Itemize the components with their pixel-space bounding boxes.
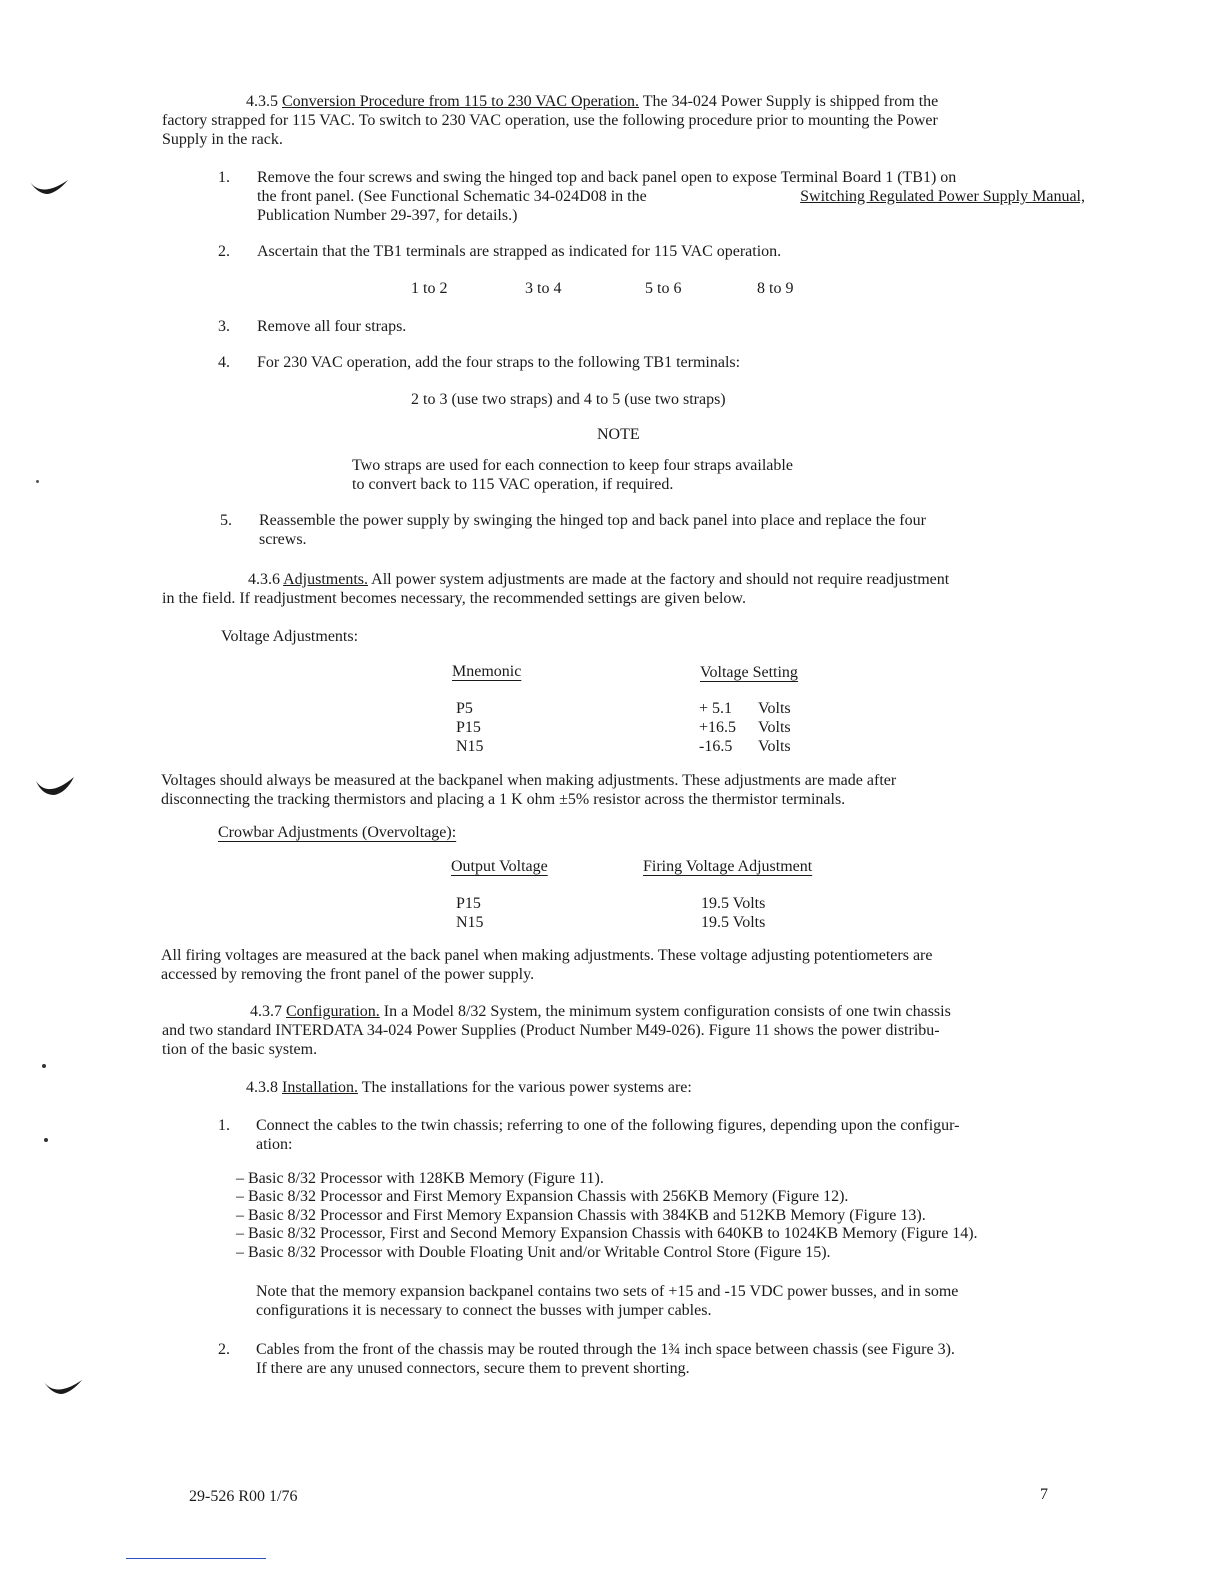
section-4-3-5-title: Conversion Procedure from 115 to 230 VAC Operation.	[282, 93, 639, 110]
voltage-measurement-line2: disconnecting the tracking thermistors and placing a 1 K ohm ±5% resistor across the thermistor terminals.	[161, 791, 846, 808]
step-5-number: 5.	[220, 512, 232, 529]
config-item: – Basic 8/32 Processor and First Memory Expansion Chassis with 384KB and 512KB Memory (Figure 13).	[236, 1207, 926, 1224]
section-4-3-5-line2: factory strapped for 115 VAC. To switch to 230 VAC operation, use the following procedure prior to mounting the Power	[162, 112, 938, 129]
section-4-3-8	[246, 1078, 692, 1097]
scan-speck	[36, 480, 39, 483]
step-1-line2	[257, 187, 1085, 206]
install-step-2-number: 2.	[218, 1341, 230, 1358]
section-4-3-5-number: 4.3.5	[246, 93, 278, 110]
binder-hole-mark	[28, 176, 70, 202]
strap-230: 2 to 3 (use two straps) and 4 to 5 (use two straps)	[411, 391, 726, 408]
config-item: – Basic 8/32 Processor with 128KB Memory (Figure 11).	[236, 1170, 604, 1187]
crowbar-row-output: N15	[456, 914, 484, 931]
step-1-number: 1.	[218, 169, 230, 186]
step-2-text: Ascertain that the TB1 terminals are strapped as indicated for 115 VAC operation.	[257, 243, 782, 260]
step-3-number: 3.	[218, 318, 230, 335]
voltage-adjustments-label: Voltage Adjustments:	[221, 628, 359, 645]
section-4-3-6-line2: in the field. If readjustment becomes necessary, the recommended settings are given below.	[162, 590, 746, 607]
manual-reference: Switching Regulated Power Supply Manual,	[800, 188, 1085, 205]
firing-voltage-note	[161, 946, 1084, 984]
voltage-row-value: + 5.1	[699, 700, 733, 717]
section-4-3-5-text: The 34-024 Power Supply is shipped from the	[642, 93, 939, 110]
note-line1: Two straps are used for each connection to keep four straps available	[352, 457, 793, 474]
section-4-3-6-title: Adjustments.	[283, 571, 369, 588]
firing-voltage-line1: All firing voltages are measured at the back panel when making adjustments. These voltage adjusting potentiometers are	[161, 947, 933, 964]
voltage-row-mnemonic: P15	[456, 719, 481, 736]
bus-note-line1: Note that the memory expansion backpanel contains two sets of +15 and -15 VDC power busses, and in some	[256, 1283, 959, 1300]
binder-hole-mark	[42, 1376, 84, 1402]
voltage-row-value: +16.5	[699, 719, 737, 736]
step-1-line1: Remove the four screws and swing the hinged top and back panel open to expose Terminal Board 1 (TB1) on	[257, 169, 957, 186]
install-step-1-number: 1.	[218, 1117, 230, 1134]
note-title: NOTE	[597, 426, 640, 443]
section-4-3-7-title: Configuration.	[286, 1003, 380, 1020]
crowbar-col-firing: Firing Voltage Adjustment	[643, 858, 813, 875]
strap-115-3: 5 to 6	[645, 280, 682, 297]
step-5-line2: screws.	[259, 531, 307, 548]
voltage-measurement-line1: Voltages should always be measured at the backpanel when making adjustments. These adjustments are made after	[161, 772, 897, 789]
crowbar-row-output: P15	[456, 895, 481, 912]
note-line2: to convert back to 115 VAC operation, if required.	[352, 476, 674, 493]
section-4-3-6-number: 4.3.6	[248, 571, 280, 588]
step-1-line3: Publication Number 29-397, for details.)	[257, 207, 518, 224]
scan-speck	[44, 1138, 48, 1142]
section-4-3-5-line1	[162, 92, 1084, 111]
step-1-line2a: the front panel. (See Functional Schematic 34-024D08 in the	[257, 188, 647, 205]
step-2-number: 2.	[218, 243, 230, 260]
footer-rule	[126, 1558, 266, 1559]
voltage-row-mnemonic: P5	[456, 700, 473, 717]
install-step-2-text	[256, 1340, 1084, 1378]
crowbar-row-firing: 19.5 Volts	[701, 895, 766, 912]
voltage-row-unit: Volts	[758, 700, 791, 717]
binder-hole-mark	[34, 773, 76, 803]
bus-note-line2: configurations it is necessary to connect the busses with jumper cables.	[256, 1302, 712, 1319]
step-1-text	[257, 168, 1085, 225]
strap-115-2: 3 to 4	[525, 280, 562, 297]
section-4-3-8-text: The installations for the various power systems are:	[361, 1079, 692, 1096]
config-item: – Basic 8/32 Processor, First and Second Memory Expansion Chassis with 640KB to 1024KB Memory (Figure 14).	[236, 1225, 978, 1242]
config-item: – Basic 8/32 Processor with Double Floating Unit and/or Writable Control Store (Figure 15).	[236, 1244, 831, 1261]
section-4-3-8-number: 4.3.8	[246, 1079, 278, 1096]
scan-speck	[42, 1064, 46, 1068]
install-step-1-line1: Connect the cables to the twin chassis; referring to one of the following figures, depending upon the configur-	[256, 1117, 960, 1134]
crowbar-row-firing: 19.5 Volts	[701, 914, 766, 931]
config-item: – Basic 8/32 Processor and First Memory Expansion Chassis with 256KB Memory (Figure 12).	[236, 1188, 849, 1205]
section-4-3-7-line2: and two standard INTERDATA 34-024 Power Supplies (Product Number M49-026). Figure 11 shows the power distribu-	[162, 1022, 940, 1039]
install-step-2-line2: If there are any unused connectors, secure them to prevent shorting.	[256, 1360, 690, 1377]
voltage-row-value: -16.5	[699, 738, 733, 755]
voltage-row-unit: Volts	[758, 738, 791, 755]
section-4-3-8-title: Installation.	[282, 1079, 358, 1096]
section-4-3-6-text: All power system adjustments are made at the factory and should not require readjustment	[371, 571, 950, 588]
step-5-line1: Reassemble the power supply by swinging the hinged top and back panel into place and replace the four	[259, 512, 926, 529]
section-4-3-6	[162, 570, 1084, 608]
step-3-text: Remove all four straps.	[257, 318, 407, 335]
step-5-text	[259, 511, 1085, 549]
section-4-3-6-line1	[162, 570, 1084, 589]
voltage-row-unit: Volts	[758, 719, 791, 736]
install-step-1-text	[256, 1116, 1084, 1154]
crowbar-adjustments-label: Crowbar Adjustments (Overvoltage):	[218, 824, 457, 841]
page-number: 7	[1040, 1486, 1048, 1503]
section-4-3-5	[162, 92, 1084, 149]
section-4-3-7-number: 4.3.7	[250, 1003, 282, 1020]
section-4-3-7	[162, 1002, 1084, 1059]
step-4-text: For 230 VAC operation, add the four straps to the following TB1 terminals:	[257, 354, 741, 371]
strap-115-4: 8 to 9	[757, 280, 794, 297]
section-4-3-5-line3: Supply in the rack.	[162, 131, 283, 148]
section-4-3-7-line1	[162, 1002, 1084, 1021]
strap-115-1: 1 to 2	[411, 280, 448, 297]
document-number: 29-526 R00 1/76	[189, 1488, 298, 1505]
install-step-2-line1: Cables from the front of the chassis may be routed through the 1¾ inch space between chassis (see Figure 3).	[256, 1341, 955, 1358]
voltage-measurement-note	[161, 771, 1084, 809]
voltage-row-mnemonic: N15	[456, 738, 484, 755]
voltage-col-mnemonic: Mnemonic	[452, 663, 522, 680]
section-4-3-7-text: In a Model 8/32 System, the minimum system configuration consists of one twin chassis	[383, 1003, 951, 1020]
step-4-number: 4.	[218, 354, 230, 371]
install-step-1-line2: ation:	[256, 1136, 293, 1153]
firing-voltage-line2: accessed by removing the front panel of the power supply.	[161, 966, 535, 983]
crowbar-col-output: Output Voltage	[451, 858, 548, 875]
voltage-col-setting: Voltage Setting	[700, 664, 798, 681]
section-4-3-7-line3: tion of the basic system.	[162, 1041, 318, 1058]
bus-note	[256, 1282, 1084, 1320]
